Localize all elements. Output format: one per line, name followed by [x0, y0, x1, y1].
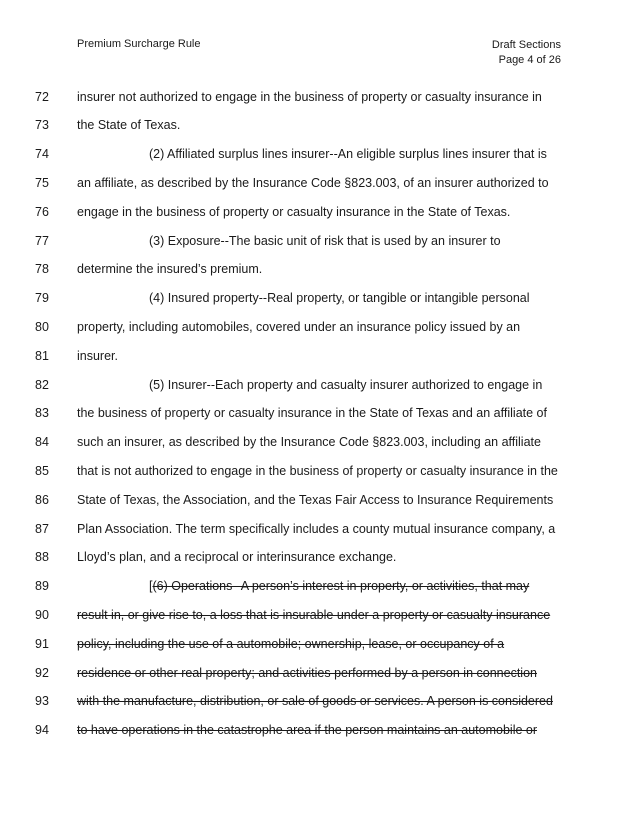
line-text: Plan Association. The term specifically includes a county mutual insurance company, a	[77, 522, 556, 536]
page-header-left: Premium Surcharge Rule	[77, 38, 201, 50]
line-number: 75	[35, 176, 49, 190]
deleted-text: result in, or give rise to, a loss that is insurable under a property or casualty insurance	[77, 608, 551, 622]
line	[0, 519, 638, 539]
line-number: 94	[35, 723, 49, 737]
line	[0, 259, 638, 279]
line-text: State of Texas, the Association, and the Texas Fair Access to Insurance Requirements	[77, 493, 554, 507]
line-number: 84	[35, 435, 49, 449]
line-text: property, including automobiles, covered under an insurance policy issued by an	[77, 320, 521, 334]
line-text: Lloyd’s plan, and a reciprocal or interinsurance exchange.	[77, 550, 397, 564]
line	[0, 87, 638, 107]
line	[0, 490, 638, 510]
line-number: 77	[35, 234, 49, 248]
line-number: 89	[35, 579, 49, 593]
line-text: such an insurer, as described by the Insurance Code §823.003, including an affiliate	[77, 435, 541, 449]
line-number: 86	[35, 493, 49, 507]
line-number: 73	[35, 118, 49, 132]
line	[0, 605, 638, 625]
line-text	[77, 576, 578, 596]
line	[0, 231, 638, 251]
line-text: the State of Texas.	[77, 118, 181, 132]
line-number: 92	[35, 666, 49, 680]
line	[0, 346, 638, 366]
line-text: (2) Affiliated surplus lines insurer--An eligible surplus lines insurer that is	[149, 147, 547, 161]
line-text: the business of property or casualty insurance in the State of Texas and an affiliate of	[77, 406, 547, 420]
line-number: 74	[35, 147, 49, 161]
line	[0, 317, 638, 337]
line	[0, 691, 638, 711]
line-text: insurer.	[77, 349, 118, 363]
line-number: 76	[35, 205, 49, 219]
deleted-text: residence or other real property; and activities performed by a person in connection	[77, 666, 537, 680]
line-number: 72	[35, 90, 49, 104]
line-number: 79	[35, 291, 49, 305]
line-number: 81	[35, 349, 49, 363]
line-number: 83	[35, 406, 49, 420]
deleted-text: policy, including the use of a automobile; ownership, lease, or occupancy of a	[77, 637, 505, 651]
line	[0, 547, 638, 567]
deleted-text: to have operations in the catastrophe area if the person maintains an automobile or	[77, 723, 538, 737]
line-text: (3) Exposure--The basic unit of risk that is used by an insurer to	[149, 234, 501, 248]
line-text: engage in the business of property or casualty insurance in the State of Texas.	[77, 205, 511, 219]
line	[0, 173, 638, 193]
line-number: 91	[35, 637, 49, 651]
line	[0, 202, 638, 222]
line-number: 85	[35, 464, 49, 478]
line-number: 82	[35, 378, 49, 392]
line	[0, 634, 638, 654]
line-number: 78	[35, 262, 49, 276]
line	[0, 115, 638, 135]
bracket-marker: [	[149, 579, 153, 593]
line	[0, 144, 638, 164]
deleted-text: with the manufacture, distribution, or sale of goods or services. A person is considered	[77, 694, 553, 708]
line-text: that is not authorized to engage in the business of property or casualty insurance in the	[77, 464, 558, 478]
page-header-right	[492, 38, 561, 68]
line	[0, 403, 638, 423]
line-number: 90	[35, 608, 49, 622]
header-page-number: Page 4 of 26	[498, 54, 561, 66]
line-text: an affiliate, as described by the Insurance Code §823.003, of an insurer authorized to	[77, 176, 549, 190]
line-number: 93	[35, 694, 49, 708]
line	[0, 720, 638, 740]
line-text: (5) Insurer--Each property and casualty insurer authorized to engage in	[149, 378, 543, 392]
line-text: (4) Insured property--Real property, or tangible or intangible personal	[149, 291, 530, 305]
line	[0, 461, 638, 481]
deleted-text: (6) Operations--A person’s interest in property, or activities, that may	[152, 579, 530, 593]
line	[0, 663, 638, 683]
line-number: 88	[35, 550, 49, 564]
line	[0, 432, 638, 452]
line	[0, 576, 638, 596]
line	[0, 288, 638, 308]
line-number: 80	[35, 320, 49, 334]
line-text: insurer not authorized to engage in the business of property or casualty insurance in	[77, 90, 542, 104]
line-number: 87	[35, 522, 49, 536]
line	[0, 375, 638, 395]
header-section-label: Draft Sections	[491, 39, 561, 51]
line-text: determine the insured’s premium.	[77, 262, 263, 276]
